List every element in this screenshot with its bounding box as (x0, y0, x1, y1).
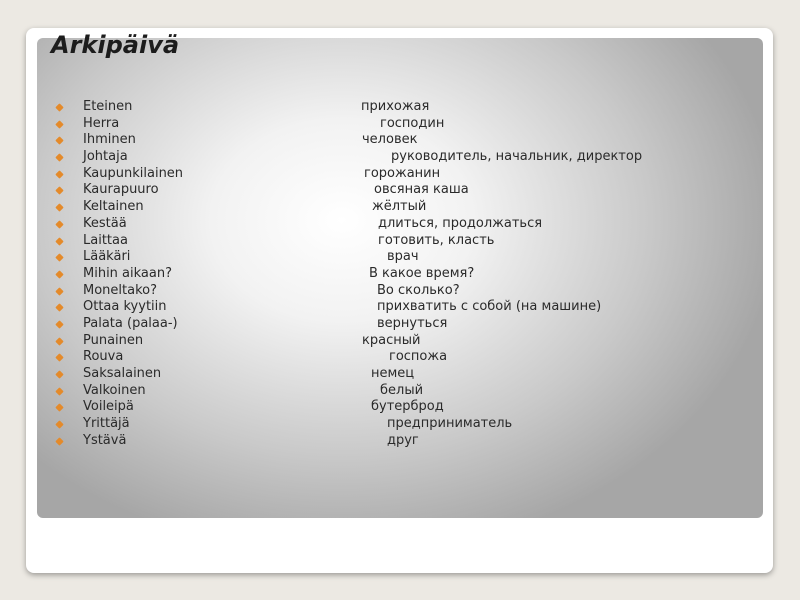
russian-translation: друг (387, 432, 419, 448)
finnish-word: Mihin aikaan? (83, 265, 173, 281)
russian-translation: прихожая (361, 99, 430, 114)
russian-translation: Во сколько? (377, 282, 460, 298)
finnish-word: Voileipä (83, 399, 134, 415)
slide-title: Arkipäivä (51, 31, 180, 59)
finnish-word: Johtaja (83, 149, 128, 165)
finnish-word: Palata (palaa-) (83, 315, 178, 331)
russian-translation: горожанин (364, 165, 441, 181)
finnish-word: Moneltako? (83, 282, 158, 298)
russian-translation: вернуться (377, 315, 448, 331)
finnish-word: Ottaa kyytiin (83, 299, 167, 315)
russian-translation: бутерброд (371, 399, 444, 415)
finnish-word: Kestää (83, 215, 127, 231)
russian-translation: немец (371, 366, 415, 381)
finnish-word: Valkoinen (83, 382, 146, 398)
russian-translation: жёлтый (372, 199, 427, 215)
finnish-word: Lääkäri (83, 249, 131, 265)
finnish-word: Laittaa (83, 232, 128, 248)
russian-translation: готовить, класть (378, 232, 495, 248)
russian-translation: госпожа (389, 349, 448, 365)
russian-translation: В какое время? (369, 265, 475, 281)
finnish-word: Yrittäjä (83, 416, 130, 432)
finnish-word: Keltainen (83, 199, 144, 215)
finnish-word: Herra (83, 115, 120, 131)
finnish-word: Saksalainen (83, 366, 162, 381)
russian-translation: красный (362, 332, 421, 348)
russian-translation: прихватить с собой (на машине) (377, 299, 602, 315)
russian-translation: длиться, продолжаться (378, 215, 543, 231)
finnish-word: Ihminen (83, 132, 136, 148)
russian-translation: человек (362, 132, 418, 148)
russian-translation: белый (380, 382, 424, 398)
russian-translation: предприниматель (387, 416, 513, 432)
russian-translation: овсяная каша (374, 182, 469, 198)
russian-translation: господин (380, 115, 445, 131)
russian-translation: врач (387, 249, 419, 265)
russian-translation: руководитель, начальник, директор (391, 149, 643, 165)
finnish-word: Rouva (83, 349, 124, 365)
finnish-word: Punainen (83, 332, 144, 348)
finnish-word: Ystävä (83, 432, 127, 448)
finnish-word: Eteinen (83, 99, 133, 114)
finnish-word: Kaurapuuro (83, 182, 159, 198)
finnish-word: Kaupunkilainen (83, 165, 184, 181)
